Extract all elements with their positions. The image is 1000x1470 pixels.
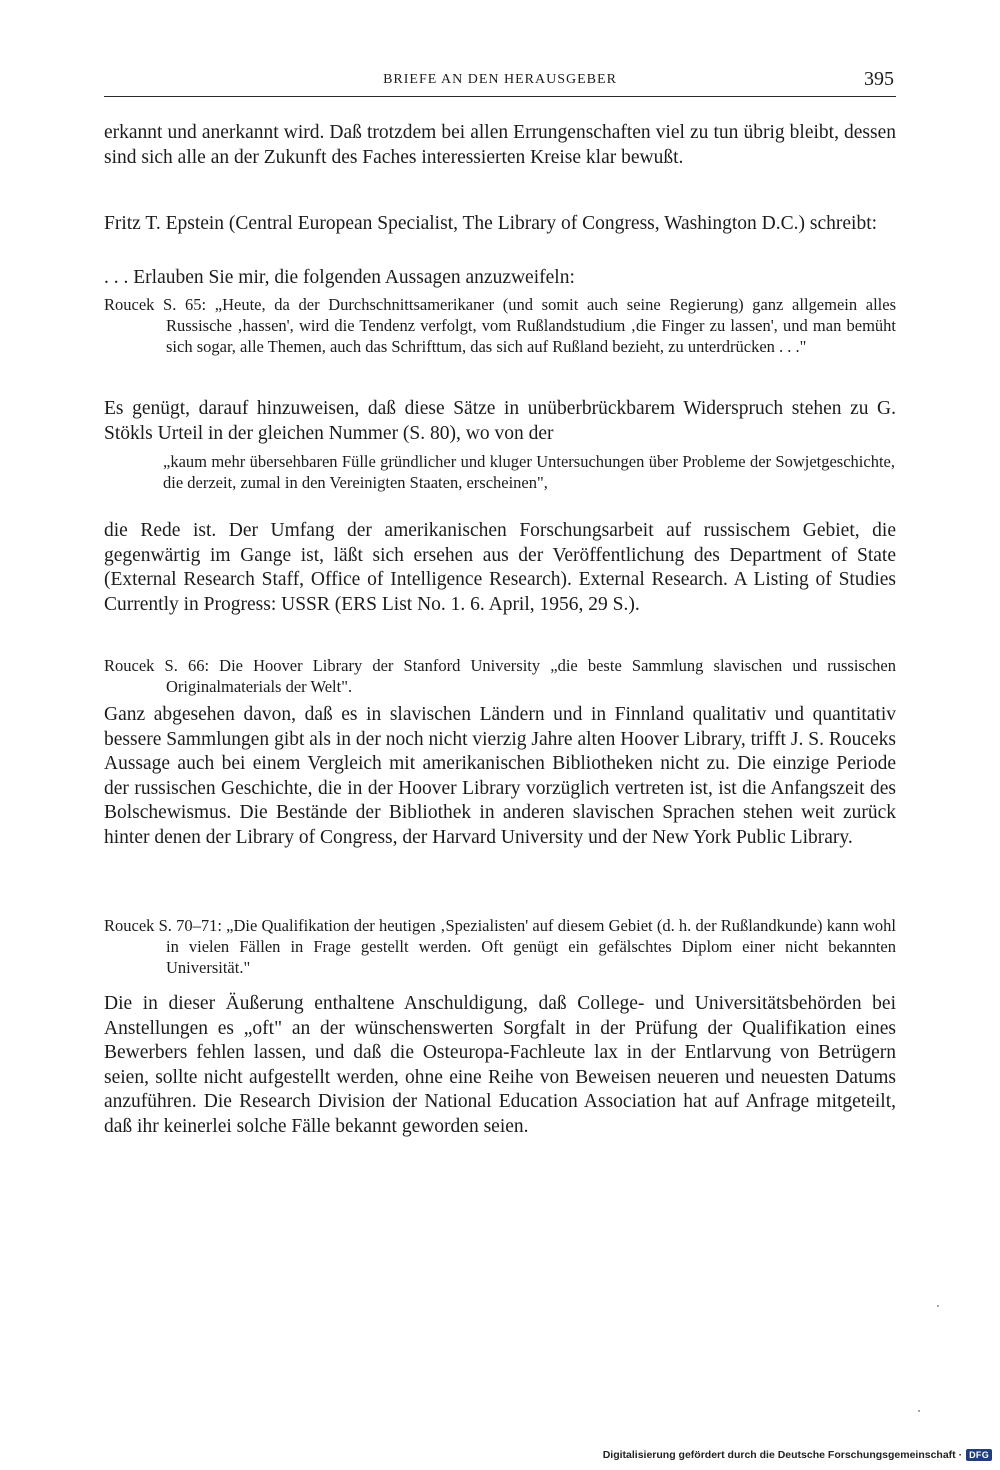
page-header [104,70,896,97]
digitization-footer [603,1449,992,1461]
paragraph-letter-intro: Fritz T. Epstein (Central European Specialist, The Library of Congress, Washington D.C.) schreibt: [104,213,878,234]
quote-roucek-70-71: Roucek S. 70–71: „Die Qualifikation der heutigen ‚Spezialisten' auf diesem Gebiet (d. h. der Rußlandkunde) kann wohl in vielen Fällen in Frage gestellt werden. Oft genügt ein gefälschtes Diplom einer nicht bekannten Universität." [104,916,896,977]
quote-roucek-65: Roucek S. 65: „Heute, da der Durchschnittsamerikaner (und somit auch seine Regierung) ganz allgemein alles Russische ‚hassen', wird die Tendenz verfolgt, vom Rußlandstudium ‚die Finger zu lassen', und man bemüht sich sogar, alle Themen, auch das Schrifttum, das sich auf Rußland bezieht, zu unterdrücken . . ." [104,295,896,356]
footer-credit: Digitalisierung gefördert durch die Deutsche Forschungsgemeinschaft · [602,1449,963,1461]
scan-speck [937,1305,939,1307]
dfg-logo: DFG [966,1449,992,1461]
paragraph-continuation: erkannt und anerkannt wird. Daß trotzdem bei allen Errungenschaften viel zu tun übrig bleibt, dessen sind sich alle an der Zukunft des Faches interessierten Kreise klar bewußt. [104,122,896,168]
paragraph-accusation: Die in dieser Äußerung enthaltene Anschuldigung, daß College- und Universitätsbehörden bei Anstellungen es „oft" an der wünschenswerten Sorgfalt in der Prüfung der Qualifikation eines Bewerbers fehlen lassen, und daß die Osteuropa-Fachleute lax in der Entlarvung von Betrügern seien, sollte nicht aufgestellt werden, ohne eine Reihe von Beweisen neueren und neuesten Datums anzuführen. Die Research Division der National Education Association hat auf Anfrage mitgeteilt, daß ihr keinerlei solche Fälle bekannt geworden seien. [104,993,896,1137]
paragraph-research-scope: die Rede ist. Der Umfang der amerikanischen Forschungsarbeit auf russischem Gebiet, die gegenwärtig im Gange ist, läßt sich ersehen aus der Veröffentlichung des Department of State (External Research Staff, Office of Intelligence Research). External Research. A Listing of Studies Currently in Progress: USSR (ERS List No. 1. 6. April, 1956, 29 S.). [104,520,896,615]
quote-roucek-66: Roucek S. 66: Die Hoover Library der Stanford University „die beste Sammlung slavischen und russischen Originalmaterials der Welt". [104,656,896,696]
running-title: BRIEFE AN DEN HERAUSGEBER [383,72,617,87]
scan-speck [918,1410,920,1412]
paragraph-hoover-library: Ganz abgesehen davon, daß es in slavischen Ländern und in Finnland qualitativ und quantitativ bessere Sammlungen gibt als in der noch nicht vierzig Jahre alten Hoover Library, trifft J. S. Rouceks Aussage auch bei einem Vergleich mit amerikanischen Bibliotheken nicht zu. Die einzige Periode der russischen Geschichte, die in der Hoover Library vorzüglich vertreten ist, ist die Anfangszeit des Bolschewismus. Die Bestände der Bibliothek in anderen slavischen Sprachen stehen weit zurück hinter denen der Library of Congress, der Harvard University und der New York Public Library. [104,704,896,848]
paragraph-objection-intro: . . . Erlauben Sie mir, die folgenden Aussagen anzuzweifeln: [104,267,575,288]
paragraph-stoekl-contradiction: Es genügt, darauf hinzuweisen, daß diese Sätze in unüberbrückbarem Widerspruch stehen zu G. Stökls Urteil in der gleichen Nummer (S. 80), wo von der [104,398,896,444]
page-number: 395 [864,68,894,90]
quote-stoekl: „kaum mehr übersehbaren Fülle gründlicher und kluger Untersuchungen über Probleme der Sowjetgeschichte, die derzeit, zumal in den Vereinigten Staaten, erscheinen", [163,452,895,492]
